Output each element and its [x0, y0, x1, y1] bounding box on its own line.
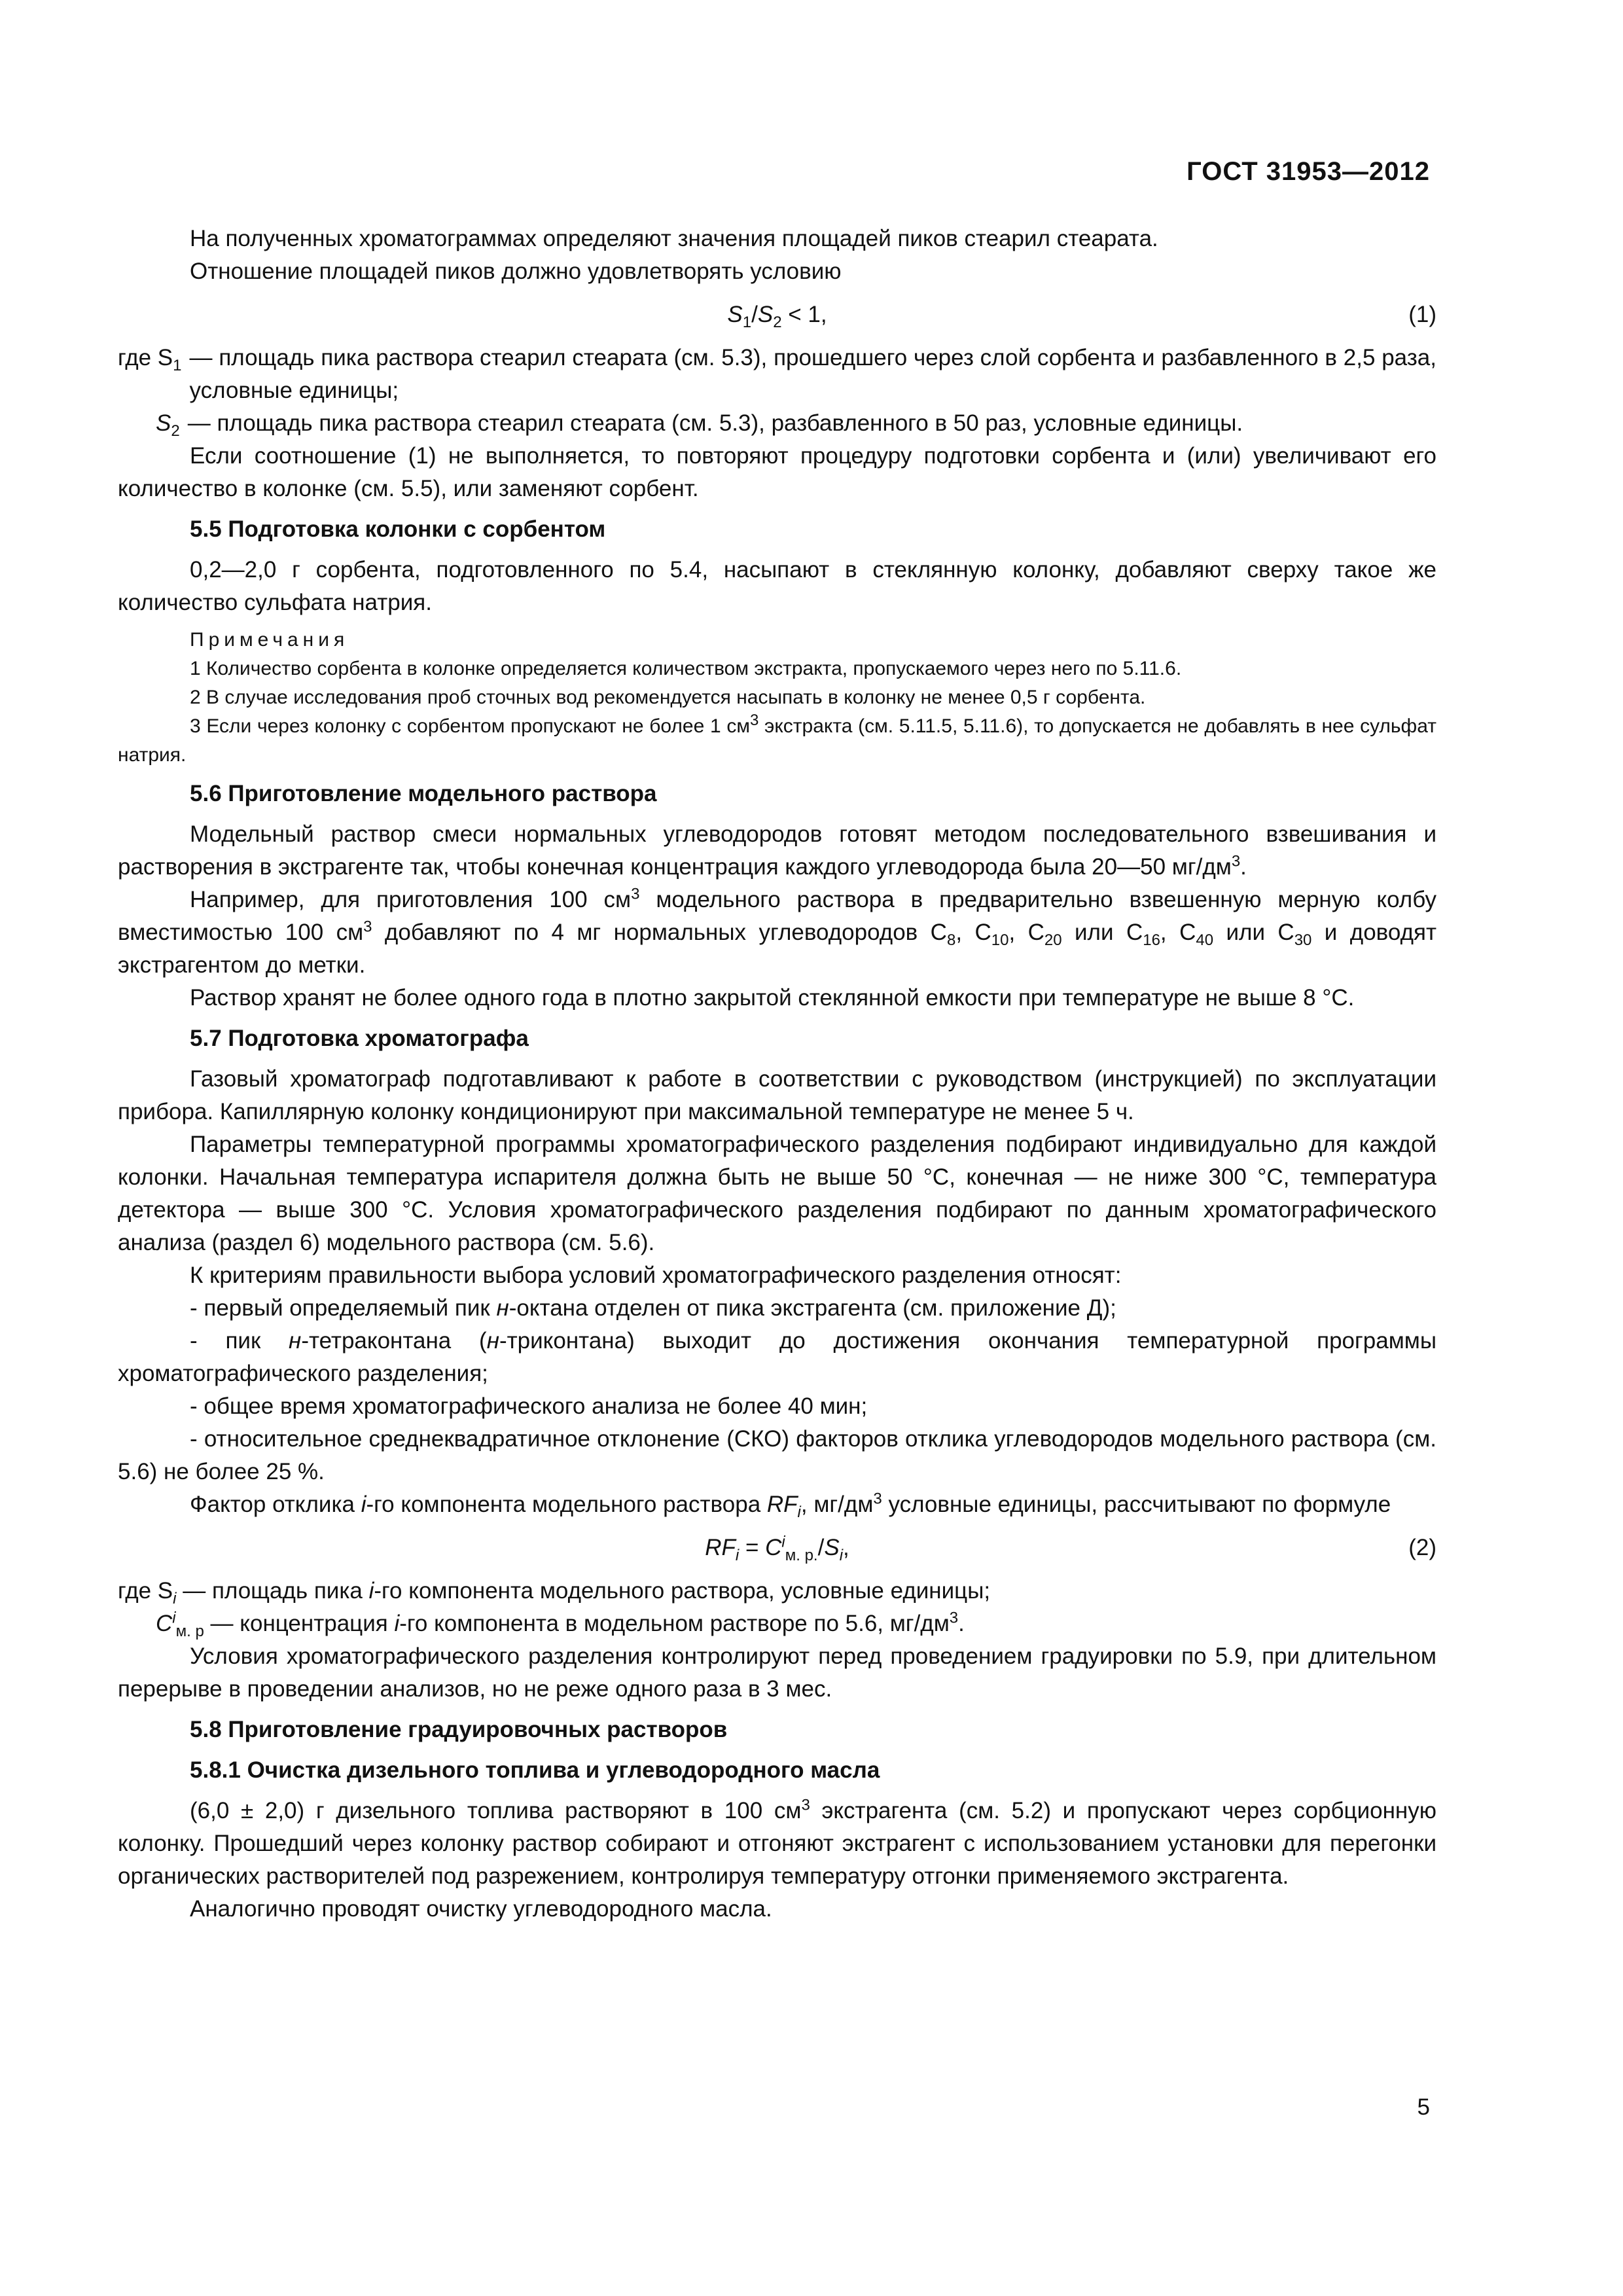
paragraph: Модельный раствор смеси нормальных углеводородов готовят методом последовательного взвешивания и растворения в экстрагенте так, чтобы конечная концентрация каждого углеводорода была 20—50 $мг/дм^3$.	[118, 821, 1436, 880]
criteria-item: - общее время хроматографического анализа не более 40 мин;	[190, 1393, 868, 1419]
criteria-item: - первый определяемый пик н-октана отделен от пика экстрагента (см. приложение Д);	[190, 1295, 1116, 1321]
page-number: 5	[1417, 2094, 1430, 2120]
formula-1: $S_1/S_2 < 1$, (1)	[118, 293, 1436, 336]
paragraph: Например, для приготовления 100 $см^3$ модельного раствора в предварительно взвешенную мерную колбу вместимостью 100 $см^3$ добавляют по 4 мг нормальных углеводородов $С_8$, $С_{10}$, $С_{20}$ или $С_{16}$, $С_{40}$ или $С_{30}$ и доводят экстрагентом до метки.	[118, 885, 1436, 978]
section-heading: 5.8 Приготовление градуировочных растворов	[190, 1717, 728, 1742]
section-heading: 5.7 Подготовка хроматографа	[190, 1026, 529, 1051]
where-definition: $S_2$ — площадь пика раствора стеарил стеарата (см. 5.3), разбавленного в 50 раз, условные единицы.	[156, 410, 1243, 440]
paragraph: (6,0 ± 2,0) г дизельного топлива растворяют в 100 $см^3$ экстрагента (см. 5.2) и пропускают через сорбционную колонку. Прошедший через колонку раствор собирают и отгоняют экстрагент с использованием установки для перегонки органических растворителей под разрежением, контролируя температуру отгонки применяемого экстрагента.	[118, 1796, 1436, 1889]
paragraph: Если соотношение (1) не выполняется, то повторяют процедуру подготовки сорбента и (или) увеличивают его количество в колонке (см. 5.5), или заменяют сорбент.	[118, 443, 1436, 501]
notes	[118, 626, 1436, 770]
paragraph: Отношение площадей пиков должно удовлетворять условию	[190, 259, 842, 284]
notes-heading: Примечания	[190, 629, 349, 651]
paragraph: Условия хроматографического разделения контролируют перед проведением градуировки по 5.9, при длительном перерыве в проведении анализов, но не реже одного раза в 3 мес.	[118, 1643, 1436, 1702]
where-definition: где $S_1$ — площадь пика раствора стеарил стеарата (см. 5.3), прошедшего через слой сорбента и разбавленного в 2,5 раза, условные единицы;	[118, 345, 1436, 403]
paragraph: 0,2—2,0 г сорбента, подготовленного по 5.4, насыпают в стеклянную колонку, добавляют сверху такое же количество сульфата натрия.	[118, 557, 1436, 615]
paragraph: Фактор отклика i-го компонента модельного раствора $RF_i$, $мг/дм^3$ условные единицы, рассчитывают по формуле	[190, 1490, 1391, 1521]
content	[118, 223, 1436, 1926]
paragraph: Аналогично проводят очистку углеводородного масла.	[190, 1896, 772, 1922]
paragraph: Раствор хранят не более одного года в плотно закрытой стеклянной емкости при температуре не выше 8 °С.	[190, 985, 1355, 1011]
criteria-item: - относительное среднеквадратичное отклонение (СКО) факторов отклика углеводородов модельного раствора (см. 5.6) не более 25 %.	[118, 1426, 1436, 1484]
formula-number: (1)	[1408, 302, 1436, 327]
note-item: 2 В случае исследования проб сточных вод рекомендуется насыпать в колонку не менее 0,5 г сорбента.	[190, 687, 1146, 708]
where-definition: $C^i_{м. р}$ — концентрация i-го компонента в модельном растворе по 5.6, $мг/дм^3$.	[156, 1609, 965, 1640]
paragraph: Газовый хроматограф подготавливают к работе в соответствии с руководством (инструкцией) по эксплуатации прибора. Капиллярную колонку кондиционируют при максимальной температуре не менее 5 ч.	[118, 1066, 1436, 1124]
where-definition: где $S_i$ — площадь пика i-го компонента модельного раствора, условные единицы;	[118, 1578, 991, 1607]
paragraph: К критериям правильности выбора условий хроматографического разделения относят:	[190, 1263, 1122, 1288]
formula-number: (2)	[1408, 1535, 1436, 1560]
note-item: 1 Количество сорбента в колонке определяется количеством экстракта, пропускаемого через него по 5.11.6.	[190, 658, 1182, 679]
section-heading: 5.5 Подготовка колонки с сорбентом	[190, 516, 606, 542]
criteria-item: - пик н-тетраконтана (н-триконтана) выходит до достижения окончания температурной программы хроматографического разделения;	[118, 1328, 1437, 1386]
paragraph: Параметры температурной программы хроматографического разделения подбирают индивидуально для каждой колонки. Начальная температура испарителя должна быть не выше 50 °С, конечная — не ниже 300 °С, температура детектора — выше 300 °С. Условия хроматографического разделения подбирают по данным хроматографического анализа (раздел 6) модельного раствора (см. 5.6).	[118, 1132, 1436, 1255]
paragraph: На полученных хроматограммах определяют значения площадей пиков стеарил стеарата.	[190, 226, 1158, 251]
formula-2: $RF_i = C^i_{м. р.}/S_i$, (2)	[118, 1526, 1436, 1570]
note-item: 3 Если через колонку с сорбентом пропускают не более 1 $см^3$ экстракта (см. 5.11.5, 5.11.6), то допускается не добавлять в нее сульфат натрия.	[118, 711, 1436, 766]
doc-id: ГОСТ 31953—2012	[1186, 157, 1430, 186]
section-heading: 5.6 Приготовление модельного раствора	[190, 781, 657, 806]
subsection-heading: 5.8.1 Очистка дизельного топлива и углеводородного масла	[190, 1757, 880, 1783]
